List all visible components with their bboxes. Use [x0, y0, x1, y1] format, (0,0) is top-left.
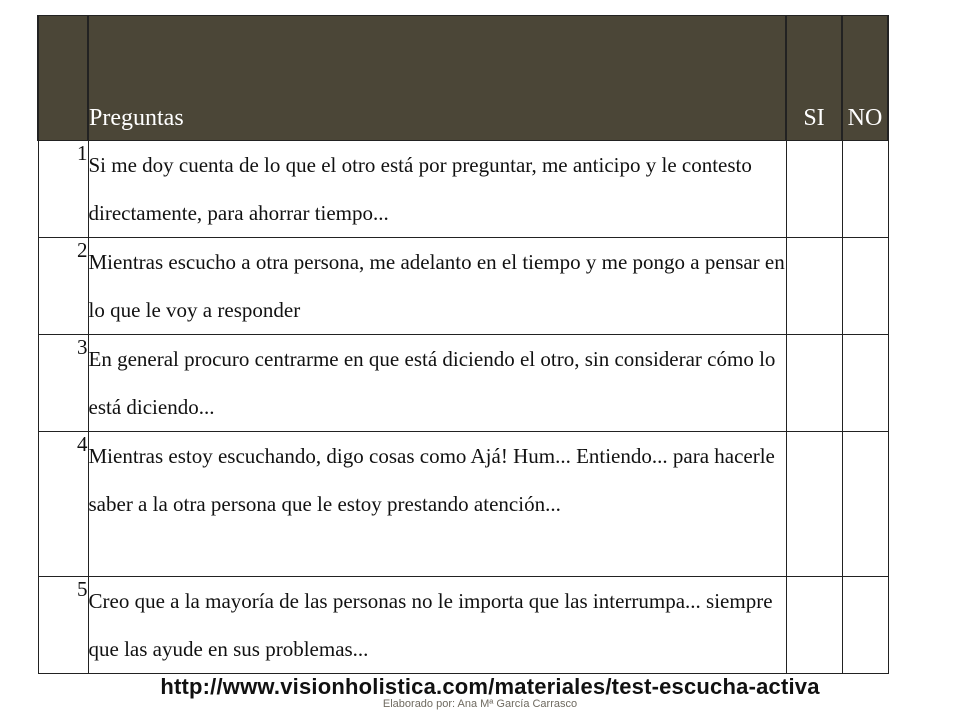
table-row	[38, 432, 888, 577]
question-text: Creo que a la mayoría de las personas no le importa que las interrumpa... siempre que las ayude en sus problemas...	[88, 577, 786, 674]
table-row	[38, 141, 888, 238]
author-credit: Elaborado por: Ana Mª García Carrasco	[382, 698, 578, 710]
no-answer-cell[interactable]	[842, 141, 888, 238]
question-number: 3	[38, 335, 88, 432]
table-row	[38, 238, 888, 335]
no-column-header: NO	[842, 16, 888, 141]
questionnaire-table	[37, 15, 889, 674]
question-text: Mientras escucho a otra persona, me adelanto en el tiempo y me pongo a pensar en lo que le voy a responder	[88, 238, 786, 335]
number-column-header	[38, 16, 88, 141]
questions-column-header: Preguntas	[88, 16, 786, 141]
si-answer-cell[interactable]	[786, 141, 842, 238]
table-header-row	[38, 16, 888, 141]
question-number: 1	[38, 141, 88, 238]
no-answer-cell[interactable]	[842, 238, 888, 335]
question-text: En general procuro centrarme en que está diciendo el otro, sin considerar cómo lo está diciendo...	[88, 335, 786, 432]
question-text: Mientras estoy escuchando, digo cosas como Ajá! Hum... Entiendo... para hacerle saber a la otra persona que le estoy prestando atención...	[88, 432, 786, 577]
no-answer-cell[interactable]	[842, 432, 888, 577]
table-row	[38, 335, 888, 432]
si-column-header: SI	[786, 16, 842, 141]
question-number: 4	[38, 432, 88, 577]
question-text: Si me doy cuenta de lo que el otro está por preguntar, me anticipo y le contesto directamente, para ahorrar tiempo...	[88, 141, 786, 238]
source-url: http://www.visionholistica.com/materiales/test-escucha-activa	[160, 674, 820, 699]
no-answer-cell[interactable]	[842, 577, 888, 674]
question-number: 5	[38, 577, 88, 674]
question-number: 2	[38, 238, 88, 335]
no-answer-cell[interactable]	[842, 335, 888, 432]
si-answer-cell[interactable]	[786, 432, 842, 577]
si-answer-cell[interactable]	[786, 238, 842, 335]
table-row	[38, 577, 888, 674]
si-answer-cell[interactable]	[786, 577, 842, 674]
si-answer-cell[interactable]	[786, 335, 842, 432]
